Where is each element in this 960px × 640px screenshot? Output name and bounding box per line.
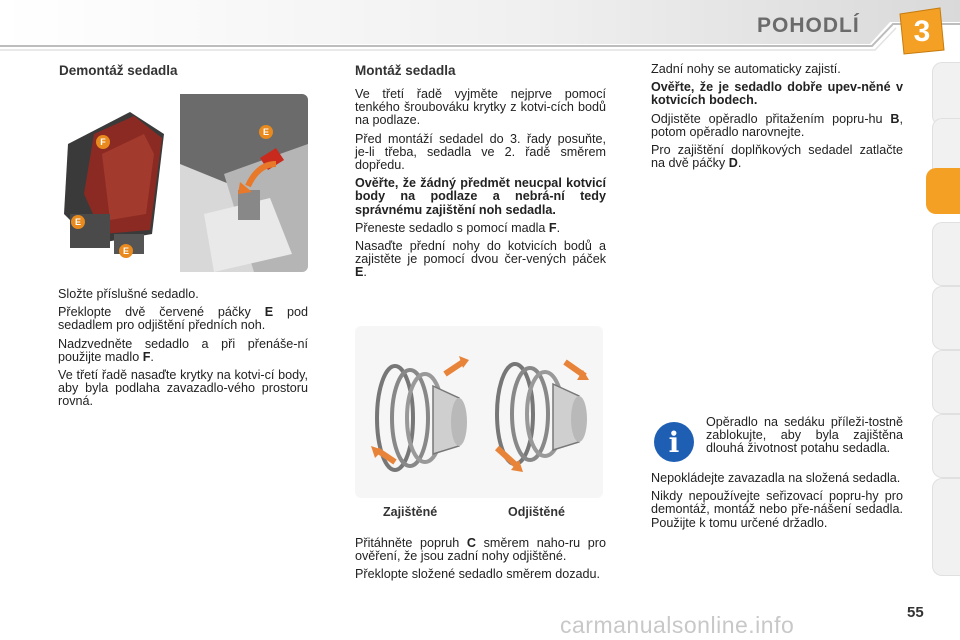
warning-paragraph: Ověřte, že žádný předmět neucpal kotvicí body na podlaze a nebrá-ní tedy správnému zajištění noh sedadla. — [355, 176, 606, 217]
page-number: 55 — [907, 604, 924, 621]
paragraph: Ve třetí řadě nasaďte krytky na kotvi-cí body, aby byla podlaha zavazadlo-vého prostoru rovná. — [58, 368, 308, 409]
paragraph: Překlopte složené sedadlo směrem dozadu. — [355, 567, 601, 582]
caption-unlocked: Odjištěné — [508, 505, 565, 519]
callout-e: E — [122, 246, 130, 256]
chapter-tab-active[interactable] — [926, 168, 960, 214]
watermark: carmanualsonline.info — [560, 612, 795, 638]
chapter-tab[interactable] — [932, 414, 960, 478]
paragraph: Přitáhněte popruh C směrem naho-ru pro ověření, že jsou zadní nohy odjištěné. — [355, 536, 606, 564]
middle-column-text — [355, 88, 606, 285]
chapter-tab[interactable] — [932, 62, 960, 126]
info-icon: i — [654, 422, 694, 462]
paragraph: Nasaďte přední nohy do kotvicích bodů a zajistěte je pomocí dvou čer-vených páček E. — [355, 239, 606, 280]
info-note — [706, 416, 903, 461]
middle-column-lower-text — [355, 537, 606, 587]
locked-unlocked-illustration — [355, 326, 603, 498]
section-heading-removal: Demontáž sedadla — [59, 63, 178, 78]
right-column-text — [651, 63, 903, 175]
paragraph: Nikdy nepoužívejte seřizovací popru-hy pro demontáž, montáž nebo pře-nášení sedadla. Použijte k tomu určené držadlo. — [651, 489, 903, 530]
paragraph: Ve třetí řadě vyjměte nejprve pomocí tenkého šroubováku krytky z kotvi-cích bodů na podlaze. — [355, 87, 606, 128]
caption-locked: Zajištěné — [383, 505, 438, 519]
paragraph: Překlopte dvě červené páčky E pod sedadlem pro odjištění předních noh. — [58, 305, 308, 333]
chapter-title: POHODLÍ — [757, 14, 860, 37]
paragraph: Zadní nohy se automaticky zajistí. — [651, 62, 841, 76]
warning-paragraph: Ověřte, že je sedadlo dobře upev-něné v kotvicích bodech. — [651, 80, 903, 108]
paragraph: Pro zajištění doplňkových sedadel zatlačte na dvě páčky D. — [651, 143, 903, 171]
callout-e: E — [74, 217, 82, 227]
chapter-tabs — [924, 62, 960, 582]
section-heading-installation: Montáž sedadla — [355, 63, 456, 78]
chapter-number-badge: 3 — [913, 15, 931, 48]
paragraph: Před montáží sedadel do 3. řady posuňte, je-li třeba, sedadla ve 2. řadě směrem dopředu. — [355, 131, 606, 173]
chapter-tab[interactable] — [932, 478, 960, 576]
chapter-tab[interactable] — [932, 286, 960, 350]
callout-f: F — [100, 137, 106, 147]
callout-e: E — [262, 127, 270, 137]
paragraph: Přeneste sedadlo s pomocí madla F. — [355, 220, 561, 235]
chapter-tab[interactable] — [932, 350, 960, 414]
left-column-text — [58, 288, 308, 414]
paragraph: Nadzvedněte sedadlo a při přenáše-ní použijte madlo F. — [58, 336, 308, 364]
paragraph: Odjistěte opěradlo přitažením popru-hu B, potom opěradlo narovnejte. — [651, 111, 903, 139]
info-text: Opěradlo na sedáku příleži-tostně zablokujte, aby byla zajištěna dlouhá životnost potahu sedadla. — [706, 415, 903, 456]
chapter-tab[interactable] — [932, 222, 960, 286]
right-column-lower-text — [651, 472, 903, 535]
seat-removal-photo — [54, 94, 308, 272]
paragraph: Složte příslušné sedadlo. — [58, 287, 199, 301]
paragraph: Nepokládejte zavazadla na složená sedadla. — [651, 471, 901, 485]
